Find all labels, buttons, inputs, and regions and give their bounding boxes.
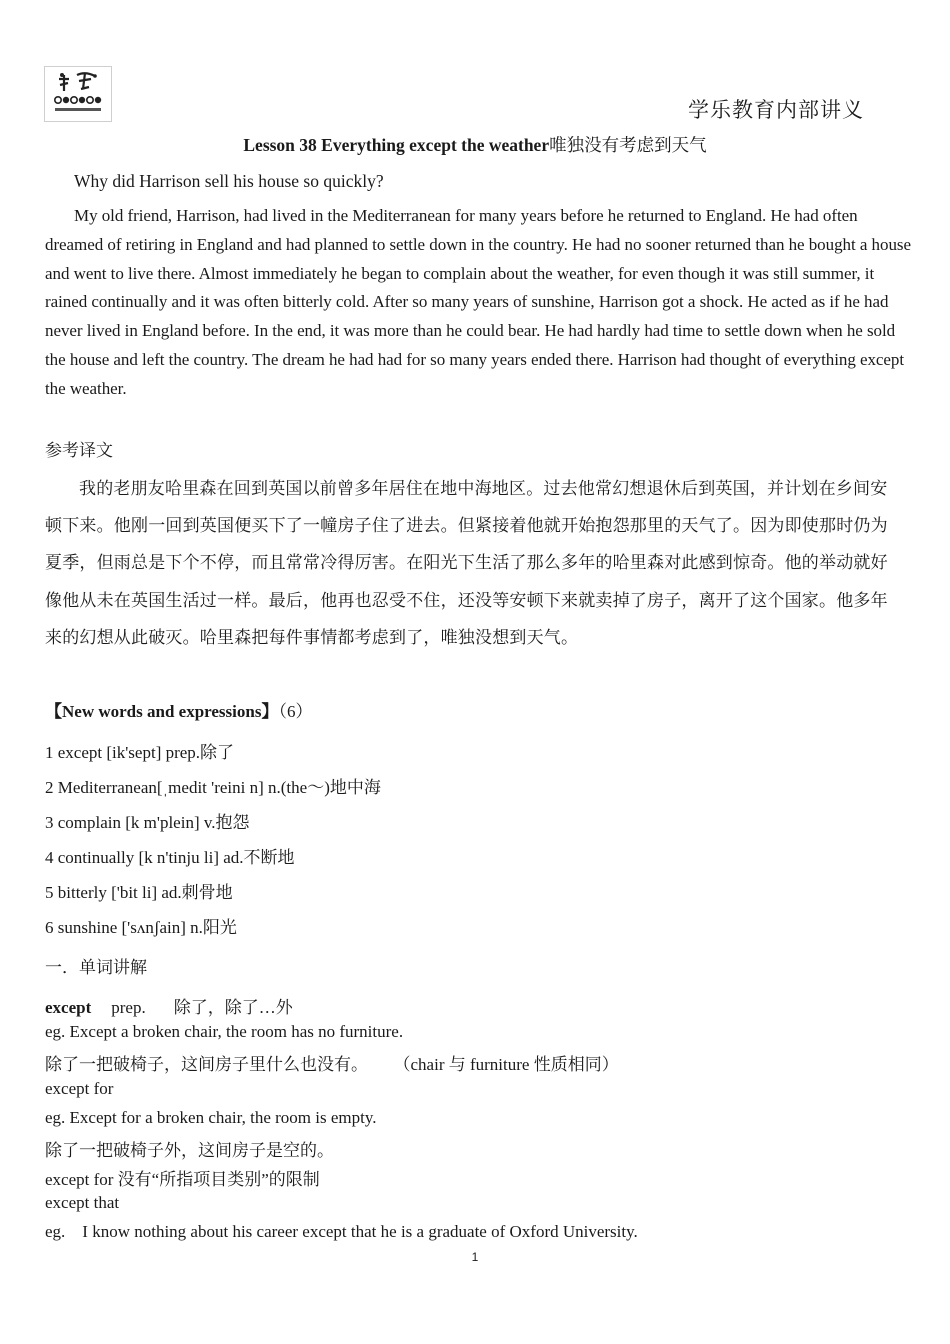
logo-image (45, 67, 111, 121)
explain-heading: 一．单词讲解 (45, 958, 147, 977)
lesson-title (0, 132, 950, 157)
example-line: eg. Except a broken chair, the room has no furniture. (45, 1022, 404, 1041)
word-item: 6 sunshine ['sʌnʃain] n.阳光 (45, 918, 237, 937)
logo (44, 66, 112, 122)
example-line: except for (45, 1079, 114, 1098)
example-line: eg. Except for a broken chair, the room is empty. (45, 1108, 377, 1127)
example-line: 除了一把破椅子外，这间房子是空的。 (45, 1141, 334, 1160)
lesson-title-en: Lesson 38 Everything except the weather (243, 135, 550, 155)
word-item: 3 complain [k m'plein] v.抱怨 (45, 813, 250, 832)
question: Why did Harrison sell his house so quickly? (74, 171, 384, 191)
translation: 我的老朋友哈里森在回到英国以前曾多年居住在地中海地区。过去他常幻想退休后到英国，并计划在乡间安顿下来。他刚一回到英国便买下了一幢房子住了进去。但紧接着他就开始抱怨那里的天气了。因为即使那时仍为夏季，但雨总是下个不停，而且常常冷得厉害。在阳光下生活了那么多年的哈里森对此感到惊奇。他的举动就好像他从未在英国生活过一样。最后，他再也忍受不住，还没等安顿下来就卖掉了房子，离开了这个国家。他多年来的幻想从此破灭。哈里森把每件事情都考虑到了，唯独没想到天气。 (45, 479, 888, 647)
vocab-title: New words and expressions (62, 702, 262, 721)
word-item: 4 continually [k n'tinju li] ad.不断地 (45, 848, 295, 867)
example-line: except that (45, 1193, 120, 1212)
page-number: 1 (471, 1250, 479, 1264)
translation-label: 参考译文 (45, 441, 113, 460)
word-item: 2 Mediterranean[ˌmedit 'reini n] n.(the～)地中海 (45, 778, 381, 797)
word-item: 5 bitterly ['bit li] ad.刺骨地 (45, 883, 233, 902)
entry-line (45, 993, 293, 1018)
example-line: except for 没有“所指项目类别”的限制 (45, 1170, 320, 1189)
header-org: 学乐教育内部讲义 (688, 98, 864, 122)
vocab-open-bracket: 【 (45, 702, 62, 721)
example-line: eg. I know nothing about his career except that he is a graduate of Oxford University. (45, 1222, 638, 1241)
passage: My old friend, Harrison, had lived in the Mediterranean for many years before he returned to England. He had often dreamed of retiring in England and had planned to settle down in the country. He had no sooner returned than he bought a house and went to live there. Almost immediately he began to complain about the weather, for even though it was still summer, it rained continually and it was often bitterly cold. After so many years of sunshine, Harrison got a shock. He acted as if he had never lived in England before. In the end, it was more than he could bear. He had hardly had time to settle down when he sold the house and left the country. The dream he had had for so many years ended there. Harrison had thought of everything except the weather. (45, 206, 911, 398)
entry-meaning: 除了，除了…外 (173, 998, 293, 1017)
entry-pos: prep. (111, 998, 146, 1017)
example-line: 除了一把破椅子，这间房子里什么也没有。 （chair 与 furniture 性质相同） (45, 1055, 619, 1074)
vocab-close-bracket: 】 (261, 702, 279, 721)
vocab-heading (45, 697, 312, 722)
vocab-count: （6） (278, 702, 313, 721)
word-item: 1 except [ik'sept] prep.除了 (45, 743, 235, 762)
entry-word: except (45, 998, 92, 1017)
lesson-title-zh: 唯独没有考虑到天气 (549, 135, 707, 155)
